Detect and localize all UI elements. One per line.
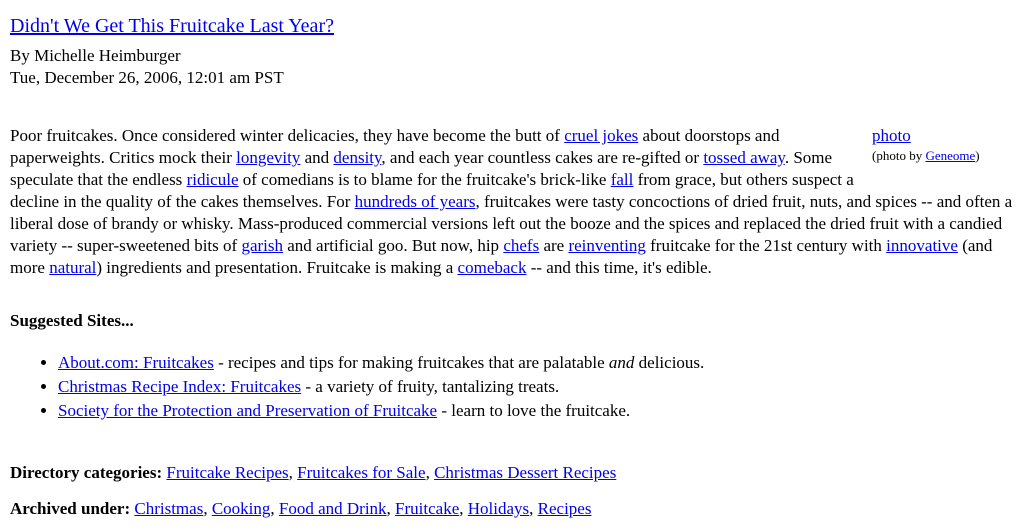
inline-link[interactable]: Christmas Dessert Recipes bbox=[434, 463, 617, 482]
inline-link[interactable]: comeback bbox=[457, 258, 527, 277]
archived-under-label: Archived under: bbox=[10, 499, 135, 518]
photo-credit-link[interactable]: Geneome bbox=[925, 148, 976, 163]
directory-categories-label: Directory categories: bbox=[10, 463, 167, 482]
suggested-site-item: • About.com: Fruitcakes - recipes and tips for making fruitcakes that are palatable and delicious. bbox=[58, 352, 1013, 373]
inline-link[interactable]: longevity bbox=[236, 148, 301, 167]
article-title-link[interactable]: Didn't We Get This Fruitcake Last Year? bbox=[10, 15, 334, 37]
suggested-sites-list bbox=[10, 352, 1013, 421]
inline-link[interactable]: Christmas Recipe Index: Fruitcakes bbox=[58, 377, 302, 396]
inline-link[interactable]: natural bbox=[49, 258, 97, 277]
byline: By Michelle Heimburger bbox=[10, 46, 181, 65]
inline-link[interactable]: garish bbox=[241, 236, 283, 255]
article-paragraph: Poor fruitcakes. Once considered winter delicacies, they have become the butt of cruel jokes about doorstops and paperweights. Critics mock their longevity and density, and each year countless cakes are re-gifted or tossed away. Some speculate that the endless ridicule of comedians is to blame for the fruitcake's brick-like fall from grace, but others suspect a decline in the quality of the cakes themselves. For hundreds of years, fruitcakes were tasty concoctions of dried fruit, nuts, and spices -- and often a liberal dose of brandy or whisky. Mass-produced commercial versions left out the booze and the spices and replaced the dried fruit with a candied variety -- super-sweetened bits of garish and artificial goo. But now, hip chefs are reinventing fruitcake for the 21st century with innovative (and more natural) ingredients and presentation. Fruitcake is making a comeback -- and this time, it's edible. bbox=[10, 126, 1013, 277]
inline-link[interactable]: Food and Drink bbox=[278, 499, 387, 518]
inline-link[interactable]: hundreds of years bbox=[354, 192, 476, 211]
inline-link[interactable]: reinventing bbox=[568, 236, 646, 255]
inline-link[interactable]: About.com: Fruitcakes bbox=[58, 353, 214, 372]
suggested-site-item: • Christmas Recipe Index: Fruitcakes - a variety of fruity, tantalizing treats. bbox=[58, 376, 1013, 397]
inline-link[interactable]: Cooking bbox=[211, 499, 271, 518]
page-title bbox=[10, 14, 1013, 38]
inline-link[interactable]: cruel jokes bbox=[564, 126, 639, 145]
inline-link[interactable]: Christmas bbox=[134, 499, 204, 518]
inline-link[interactable]: innovative bbox=[886, 236, 958, 255]
italic-text: and bbox=[608, 353, 635, 372]
directory-categories-line bbox=[10, 462, 1013, 484]
suggested-sites-heading: Suggested Sites... bbox=[10, 311, 134, 330]
suggested-site-item: • Society for the Protection and Preservation of Fruitcake - learn to love the fruitcake. bbox=[58, 400, 1013, 421]
photo-caption-prefix: (photo by bbox=[872, 148, 926, 163]
photo-caption bbox=[872, 147, 1013, 164]
inline-link[interactable]: density bbox=[333, 148, 382, 167]
directory-categories-links: Fruitcake Recipes, Fruitcakes for Sale, Christmas Dessert Recipes bbox=[166, 463, 617, 482]
inline-link[interactable]: tossed away bbox=[703, 148, 785, 167]
inline-link[interactable]: Fruitcake bbox=[395, 499, 460, 518]
inline-link[interactable]: Society for the Protection and Preservation of Fruitcake bbox=[58, 401, 438, 420]
photo-link[interactable]: photo bbox=[872, 126, 911, 145]
inline-link[interactable]: chefs bbox=[503, 236, 540, 255]
article-body bbox=[10, 125, 1013, 279]
inline-link[interactable]: Fruitcakes for Sale bbox=[297, 463, 426, 482]
inline-link[interactable]: Fruitcake Recipes bbox=[166, 463, 289, 482]
photo-caption-suffix: ) bbox=[975, 148, 980, 163]
archived-under-line bbox=[10, 498, 1013, 520]
archived-under-links: Christmas, Cooking, Food and Drink, Fruitcake, Holidays, Recipes bbox=[134, 499, 592, 518]
photo-block bbox=[872, 125, 1013, 185]
inline-link[interactable]: ridicule bbox=[186, 170, 239, 189]
inline-link[interactable]: Holidays bbox=[467, 499, 530, 518]
inline-link[interactable]: fall bbox=[610, 170, 634, 189]
date-line: Tue, December 26, 2006, 12:01 am PST bbox=[10, 68, 284, 87]
inline-link[interactable]: Recipes bbox=[537, 499, 592, 518]
